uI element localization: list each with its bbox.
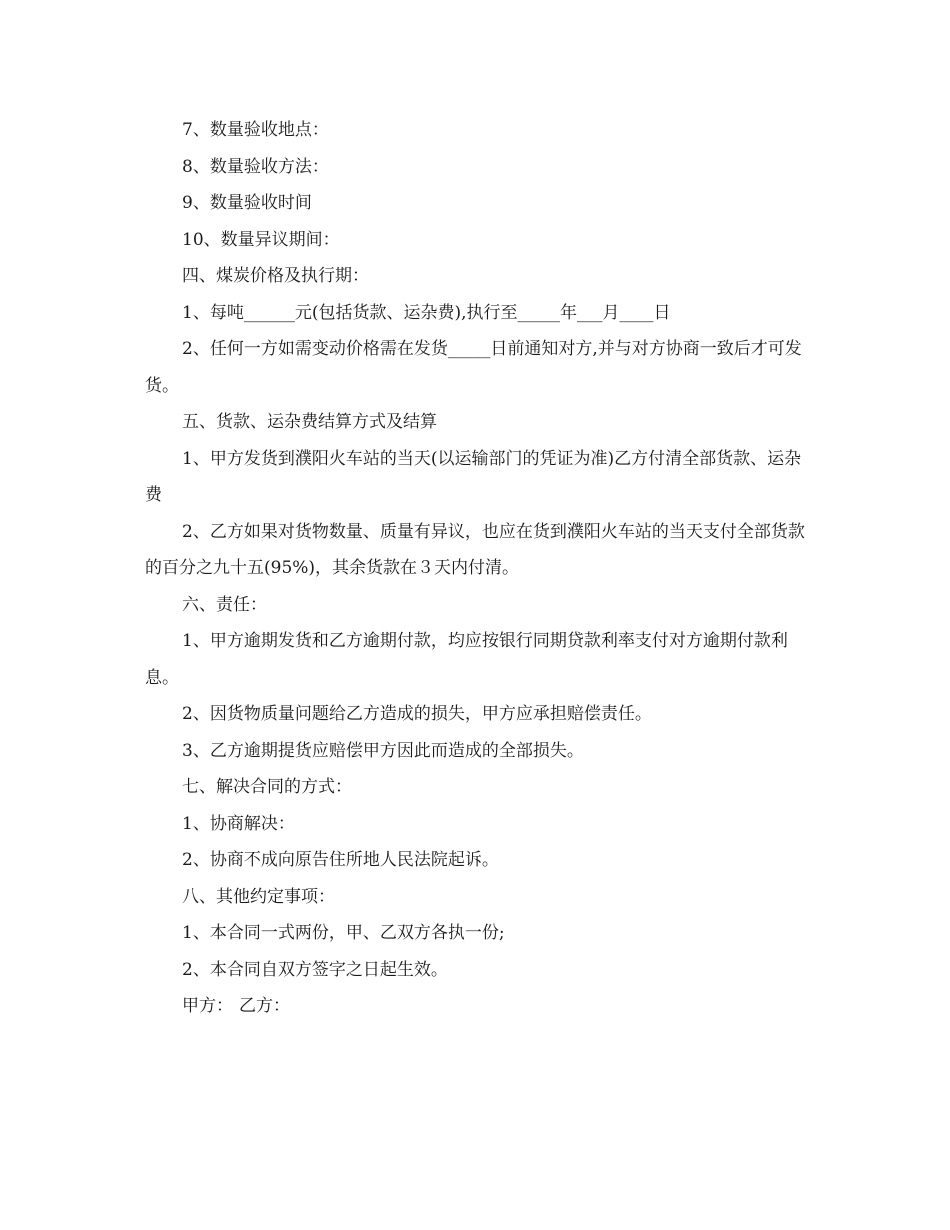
settlement-clause-2: 2、乙方如果对货物数量、质量有异议，也应在货到濮阳火车站的当天支付全部货款的百分之九十五(95%)，其余货款在３天内付清。 (145, 521, 805, 578)
liability-clause-2: 2、因货物质量问题给乙方造成的损失，甲方应承担赔偿责任。 (182, 704, 652, 724)
contract-body (145, 112, 813, 1025)
clause-8: 8、数量验收方法： (182, 156, 329, 177)
liability-clause-1: 1、甲方逾期发货和乙方逾期付款，均应按银行同期贷款利率支付对方逾期付款利息。 (145, 631, 788, 688)
clause-7: 7、数量验收地点： (182, 120, 329, 140)
liability-clause-3: 3、乙方逾期提货应赔偿甲方因此而造成的全部损失。 (182, 740, 584, 761)
price-clause-2: 2、任何一方如需变动价格需在发货_____日前通知对方,并与对方协商一致后才可发货。 (145, 339, 802, 396)
other-clause-2: 2、本合同自双方签字之日起生效。 (182, 959, 448, 980)
party-a-label: 甲方： (182, 996, 233, 1016)
settlement-clause-1: 1、甲方发货到濮阳火车站的当天(以运输部门的凭证为准)乙方付清全部货款、运杂费 (145, 448, 802, 505)
clause-9: 9、数量验收时间 (182, 193, 312, 213)
price-clause-1: 1、每吨______元(包括货款、运杂费),执行至_____年___月____日 (182, 302, 671, 323)
section-heading-liability: 六、责任： (182, 594, 267, 615)
other-clause-1: 1、本合同一式两份，甲、乙双方各执一份; (182, 923, 505, 943)
section-heading-dispute: 七、解决合同的方式： (182, 777, 352, 797)
signature-line (145, 988, 813, 1025)
section-heading-price: 四、煤炭价格及执行期： (182, 266, 369, 286)
dispute-clause-2: 2、协商不成向原告住所地人民法院起诉。 (182, 850, 499, 870)
party-b-label: 乙方： (239, 996, 290, 1016)
section-heading-other: 八、其他约定事项： (182, 886, 335, 907)
clause-10: 10、数量异议期间： (182, 229, 340, 250)
section-heading-settlement: 五、货款、运杂费结算方式及结算 (182, 412, 437, 432)
dispute-clause-1: 1、协商解决： (182, 813, 295, 834)
